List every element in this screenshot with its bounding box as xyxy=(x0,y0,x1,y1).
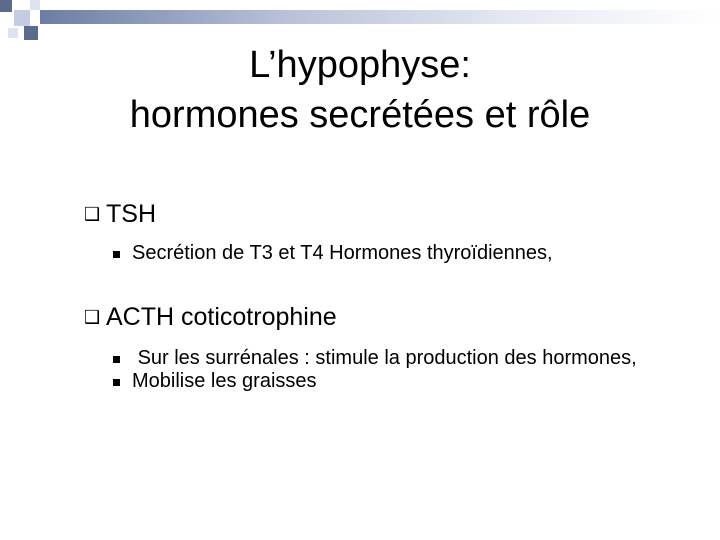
decor-square xyxy=(30,0,40,10)
decor-square xyxy=(8,28,18,38)
slide-body xyxy=(84,198,684,393)
list-item xyxy=(84,370,684,393)
slide-title xyxy=(0,40,720,140)
filled-square-bullet-icon xyxy=(113,356,120,363)
decor-square xyxy=(14,10,30,26)
filled-square-bullet-icon xyxy=(113,251,120,258)
list-item-text: Mobilise les graisses xyxy=(132,370,317,392)
list-item xyxy=(84,242,684,265)
list-item-text: Sur les surrénales : stimule la production des hormones, xyxy=(132,347,637,369)
list-item-text: Secrétion de T3 et T4 Hormones thyroïdiennes, xyxy=(132,242,553,264)
section-heading-text: ACTH coticotrophine xyxy=(106,303,337,331)
title-line-2: hormones secrétées et rôle xyxy=(129,94,591,136)
hollow-square-bullet-icon: ❑ xyxy=(84,307,101,327)
title-line-1: L’hypophyse: xyxy=(249,44,471,86)
section-heading-tsh xyxy=(84,198,684,230)
hollow-square-bullet-icon: ❑ xyxy=(84,204,101,224)
decor-square xyxy=(0,0,12,12)
list-item xyxy=(84,347,684,370)
decor-square xyxy=(24,26,38,40)
corner-decoration xyxy=(0,0,40,44)
header-gradient-band xyxy=(40,10,720,24)
filled-square-bullet-icon xyxy=(113,379,120,386)
section-heading-acth xyxy=(84,301,684,333)
section-heading-text: TSH xyxy=(106,200,156,228)
